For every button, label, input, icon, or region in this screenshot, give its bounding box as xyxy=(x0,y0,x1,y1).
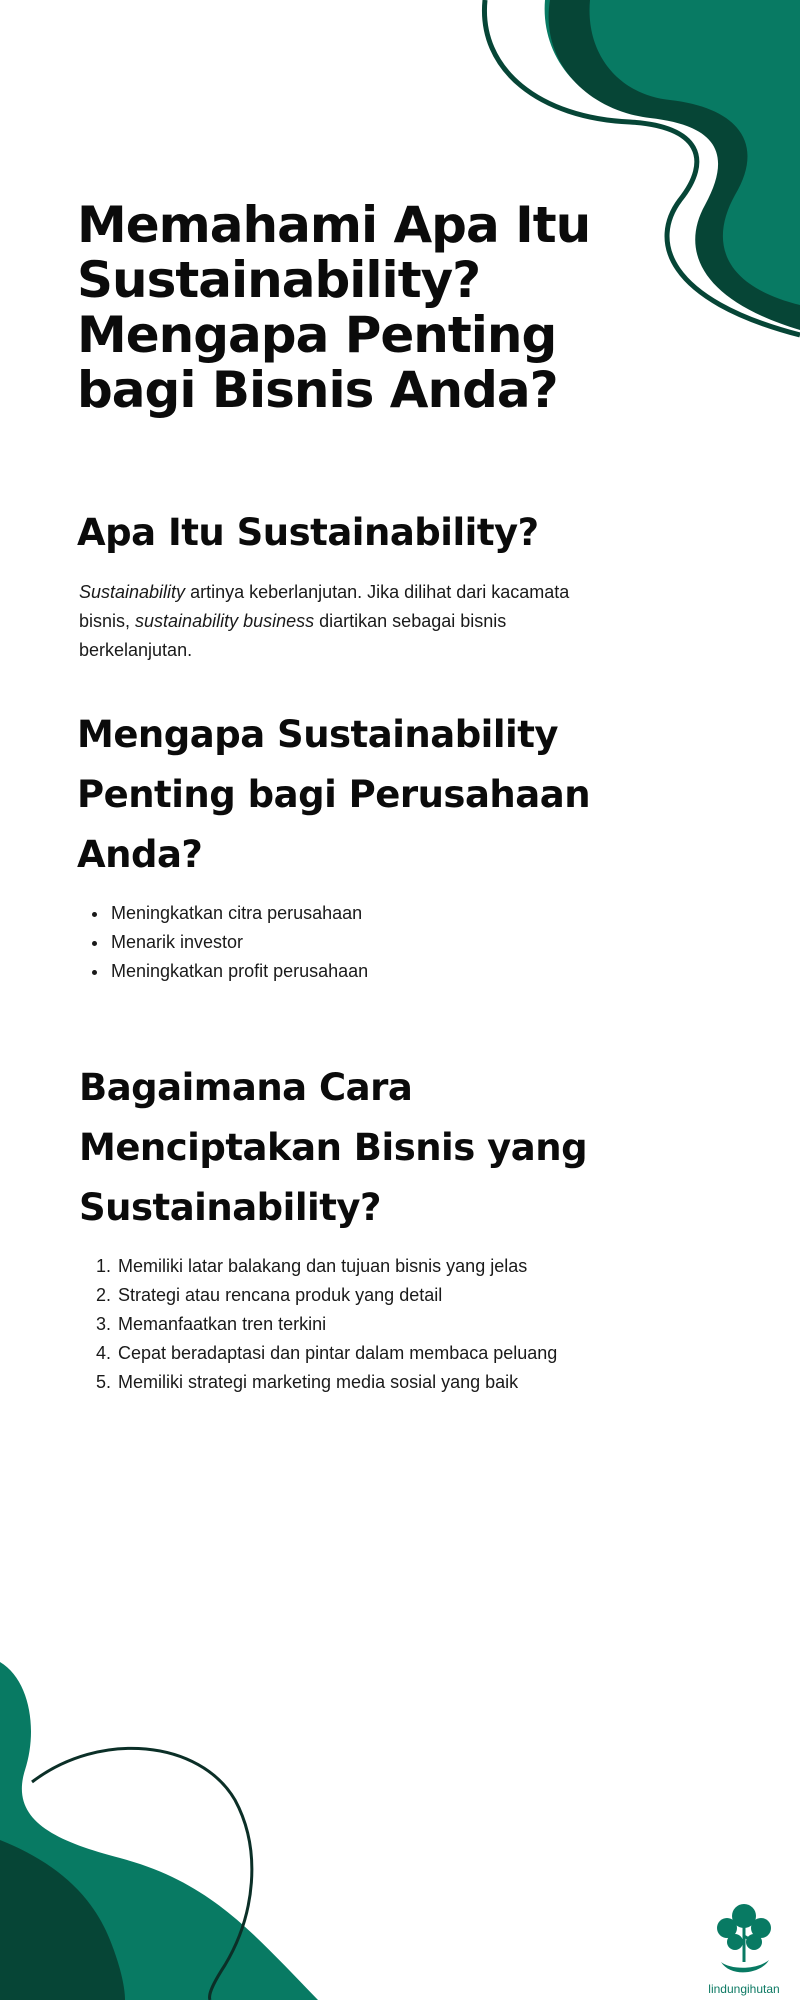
steps-list xyxy=(86,1252,636,1397)
bottom-left-wave-decoration xyxy=(0,1640,800,2000)
paragraph-text-1: artinya keberlanjutan. Jika dilihat dari kacamata bisnis, xyxy=(79,582,570,631)
tree-hand-icon xyxy=(713,1900,775,1982)
definition-paragraph xyxy=(79,578,619,665)
section-heading-how: Bagaimana Cara Menciptakan Bisnis yang Sustainability? xyxy=(79,1066,588,1229)
list-item: 1. Memiliki latar balakang dan tujuan bisnis yang jelas xyxy=(116,1252,636,1281)
list-item: • Menarik investor xyxy=(109,928,649,957)
logo-text: lindungihutan xyxy=(708,1982,780,1996)
section-heading-what: Apa Itu Sustainability? xyxy=(77,511,539,554)
list-item: • Meningkatkan profit perusahaan xyxy=(109,957,649,986)
list-item: 3. Memanfaatkan tren terkini xyxy=(116,1310,636,1339)
term-sustainability: Sustainability xyxy=(79,582,186,602)
list-item: 2. Strategi atau rencana produk yang detail xyxy=(116,1281,636,1310)
term-sustainability-business: sustainability business xyxy=(135,611,315,631)
lindungihutan-logo xyxy=(700,1900,788,2000)
page-title: Memahami Apa Itu Sustainability? Mengapa Penting bagi Bisnis Anda? xyxy=(77,196,591,419)
benefits-list xyxy=(79,899,649,986)
paragraph-text-2: diartikan sebagai bisnis berkelanjutan. xyxy=(79,611,507,660)
list-item: 5. Memiliki strategi marketing media sosial yang baik xyxy=(116,1368,636,1397)
list-item: • Meningkatkan citra perusahaan xyxy=(109,899,649,928)
list-item: 4. Cepat beradaptasi dan pintar dalam membaca peluang xyxy=(116,1339,636,1368)
section-heading-why: Mengapa Sustainability Penting bagi Perusahaan Anda? xyxy=(77,713,591,876)
